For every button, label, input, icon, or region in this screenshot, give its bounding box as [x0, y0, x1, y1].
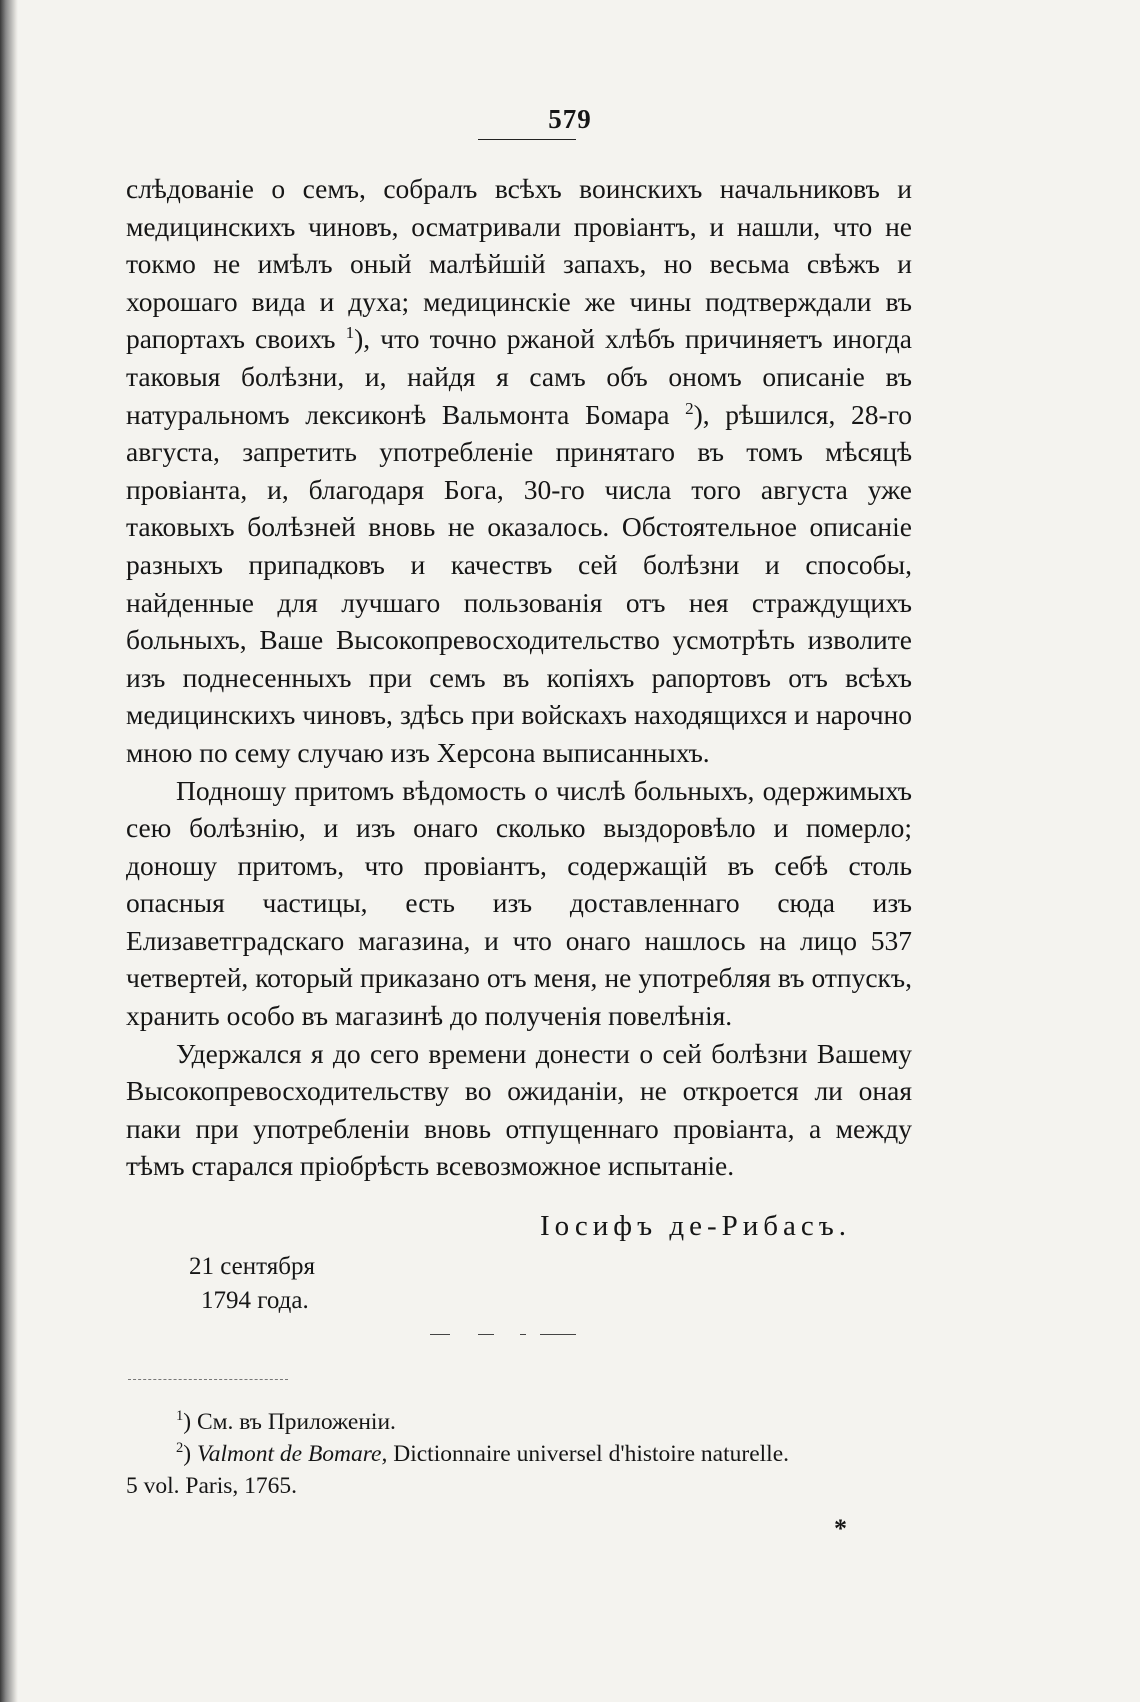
footnote-2-text: Dictionnaire universel d'histoire naturelle.	[387, 1441, 790, 1467]
divider-dash	[430, 1334, 450, 1335]
paragraph-1-text: слѣдованіе о семъ, собралъ всѣхъ воинскихъ начальниковъ и медицинскихъ чиновъ, осматривали провіантъ, и нашли, что не токмо не имѣлъ оный малѣйшій запахъ, но весьма свѣжъ и хорошаго вида и духа; медицинскіе же чины подтверждали въ рапортахъ своихъ	[126, 173, 912, 355]
date-year: 1794 года.	[201, 1287, 309, 1314]
paragraph-1-text-cont: ), что точно ржаной хлѣбъ причиняетъ иногда таковыя болѣзни, и, найдя я самъ объ ономъ описаніе въ натуральномъ лексиконѣ Вальмонта Бомара	[126, 323, 912, 430]
paragraph-2: Подношу притомъ вѣдомость о числѣ больныхъ, одержимыхъ сею болѣзнію, и изъ онаго сколько выздоровѣло и померло; доношу притомъ, что провіантъ, содержащій въ себѣ столь опасныя частицы, есть изъ доставленнаго сюда изъ Елизаветградскаго магазина, и что онаго нашлось на лицо 537 четвертей, который приказано отъ меня, не употребляя въ отпускъ, хранить особо въ магазинѣ до полученія повелѣнія.	[126, 774, 912, 1032]
footnote-1-text: ) См. въ Приложеніи.	[183, 1409, 396, 1435]
page-number-rule	[478, 139, 576, 140]
divider-dash	[478, 1334, 494, 1335]
footnote-1	[126, 1406, 916, 1438]
letter-body	[126, 170, 912, 1185]
date-day: 21 сентября	[189, 1253, 315, 1280]
signature: Іосифъ де-Рибасъ.	[540, 1210, 851, 1242]
paragraph-1	[126, 170, 912, 772]
footnote-2-mark: 2	[176, 1440, 184, 1457]
footnote-2: $^2$) Valmont de Bomare, Dictionnaire universel d'histoire naturelle.	[176, 1440, 790, 1467]
footnote-ref-1: 1	[345, 323, 355, 343]
paragraph-1-text-end: ), рѣшился, 28-го августа, запретить употребленіе принятаго въ томъ мѣсяцѣ провіанта, и, благодаря Бога, 30-го числа того августа уже таковыхъ болѣзней вновь не оказалось. Обстоятельное описаніе разныхъ припадковъ и качествъ сей болѣзни и способы, найденные для лучшаго пользованія отъ нея страждущихъ больныхъ, Ваше Высокопревосходительство усмотрѣть изволите изъ поднесенныхъ при семъ въ копіяхъ рапортовъ отъ всѣхъ медицинскихъ чиновъ, здѣсь при войскахъ находящихся и нарочно мною по сему случаю изъ Херсона выписанныхъ.	[126, 398, 912, 768]
page-binding-edge	[0, 0, 18, 1702]
footnotes	[126, 1406, 916, 1502]
footnote-2-author: Valmont de Bomare,	[196, 1441, 388, 1467]
footnote-2-continuation: 5 vol. Paris, 1765.	[126, 1473, 298, 1499]
paragraph-3: Удержался я до сего времени донести о сей болѣзни Вашему Высокопревосходительству во ожиданіи, не откроется ли оная паки при употребленіи вновь отпущеннаго провіанта, а между тѣмъ старался пріобрѣсть всевозможное испытаніе.	[126, 1037, 912, 1182]
footnote-separator	[128, 1379, 288, 1380]
end-mark: *	[834, 1514, 847, 1543]
divider-dash	[540, 1334, 576, 1335]
divider-dash	[520, 1334, 526, 1335]
footnote-ref-2: 2	[685, 398, 694, 418]
letter-date	[189, 1250, 315, 1318]
footnote-1-mark: 1	[176, 1408, 184, 1425]
page-number: 579	[548, 104, 592, 134]
